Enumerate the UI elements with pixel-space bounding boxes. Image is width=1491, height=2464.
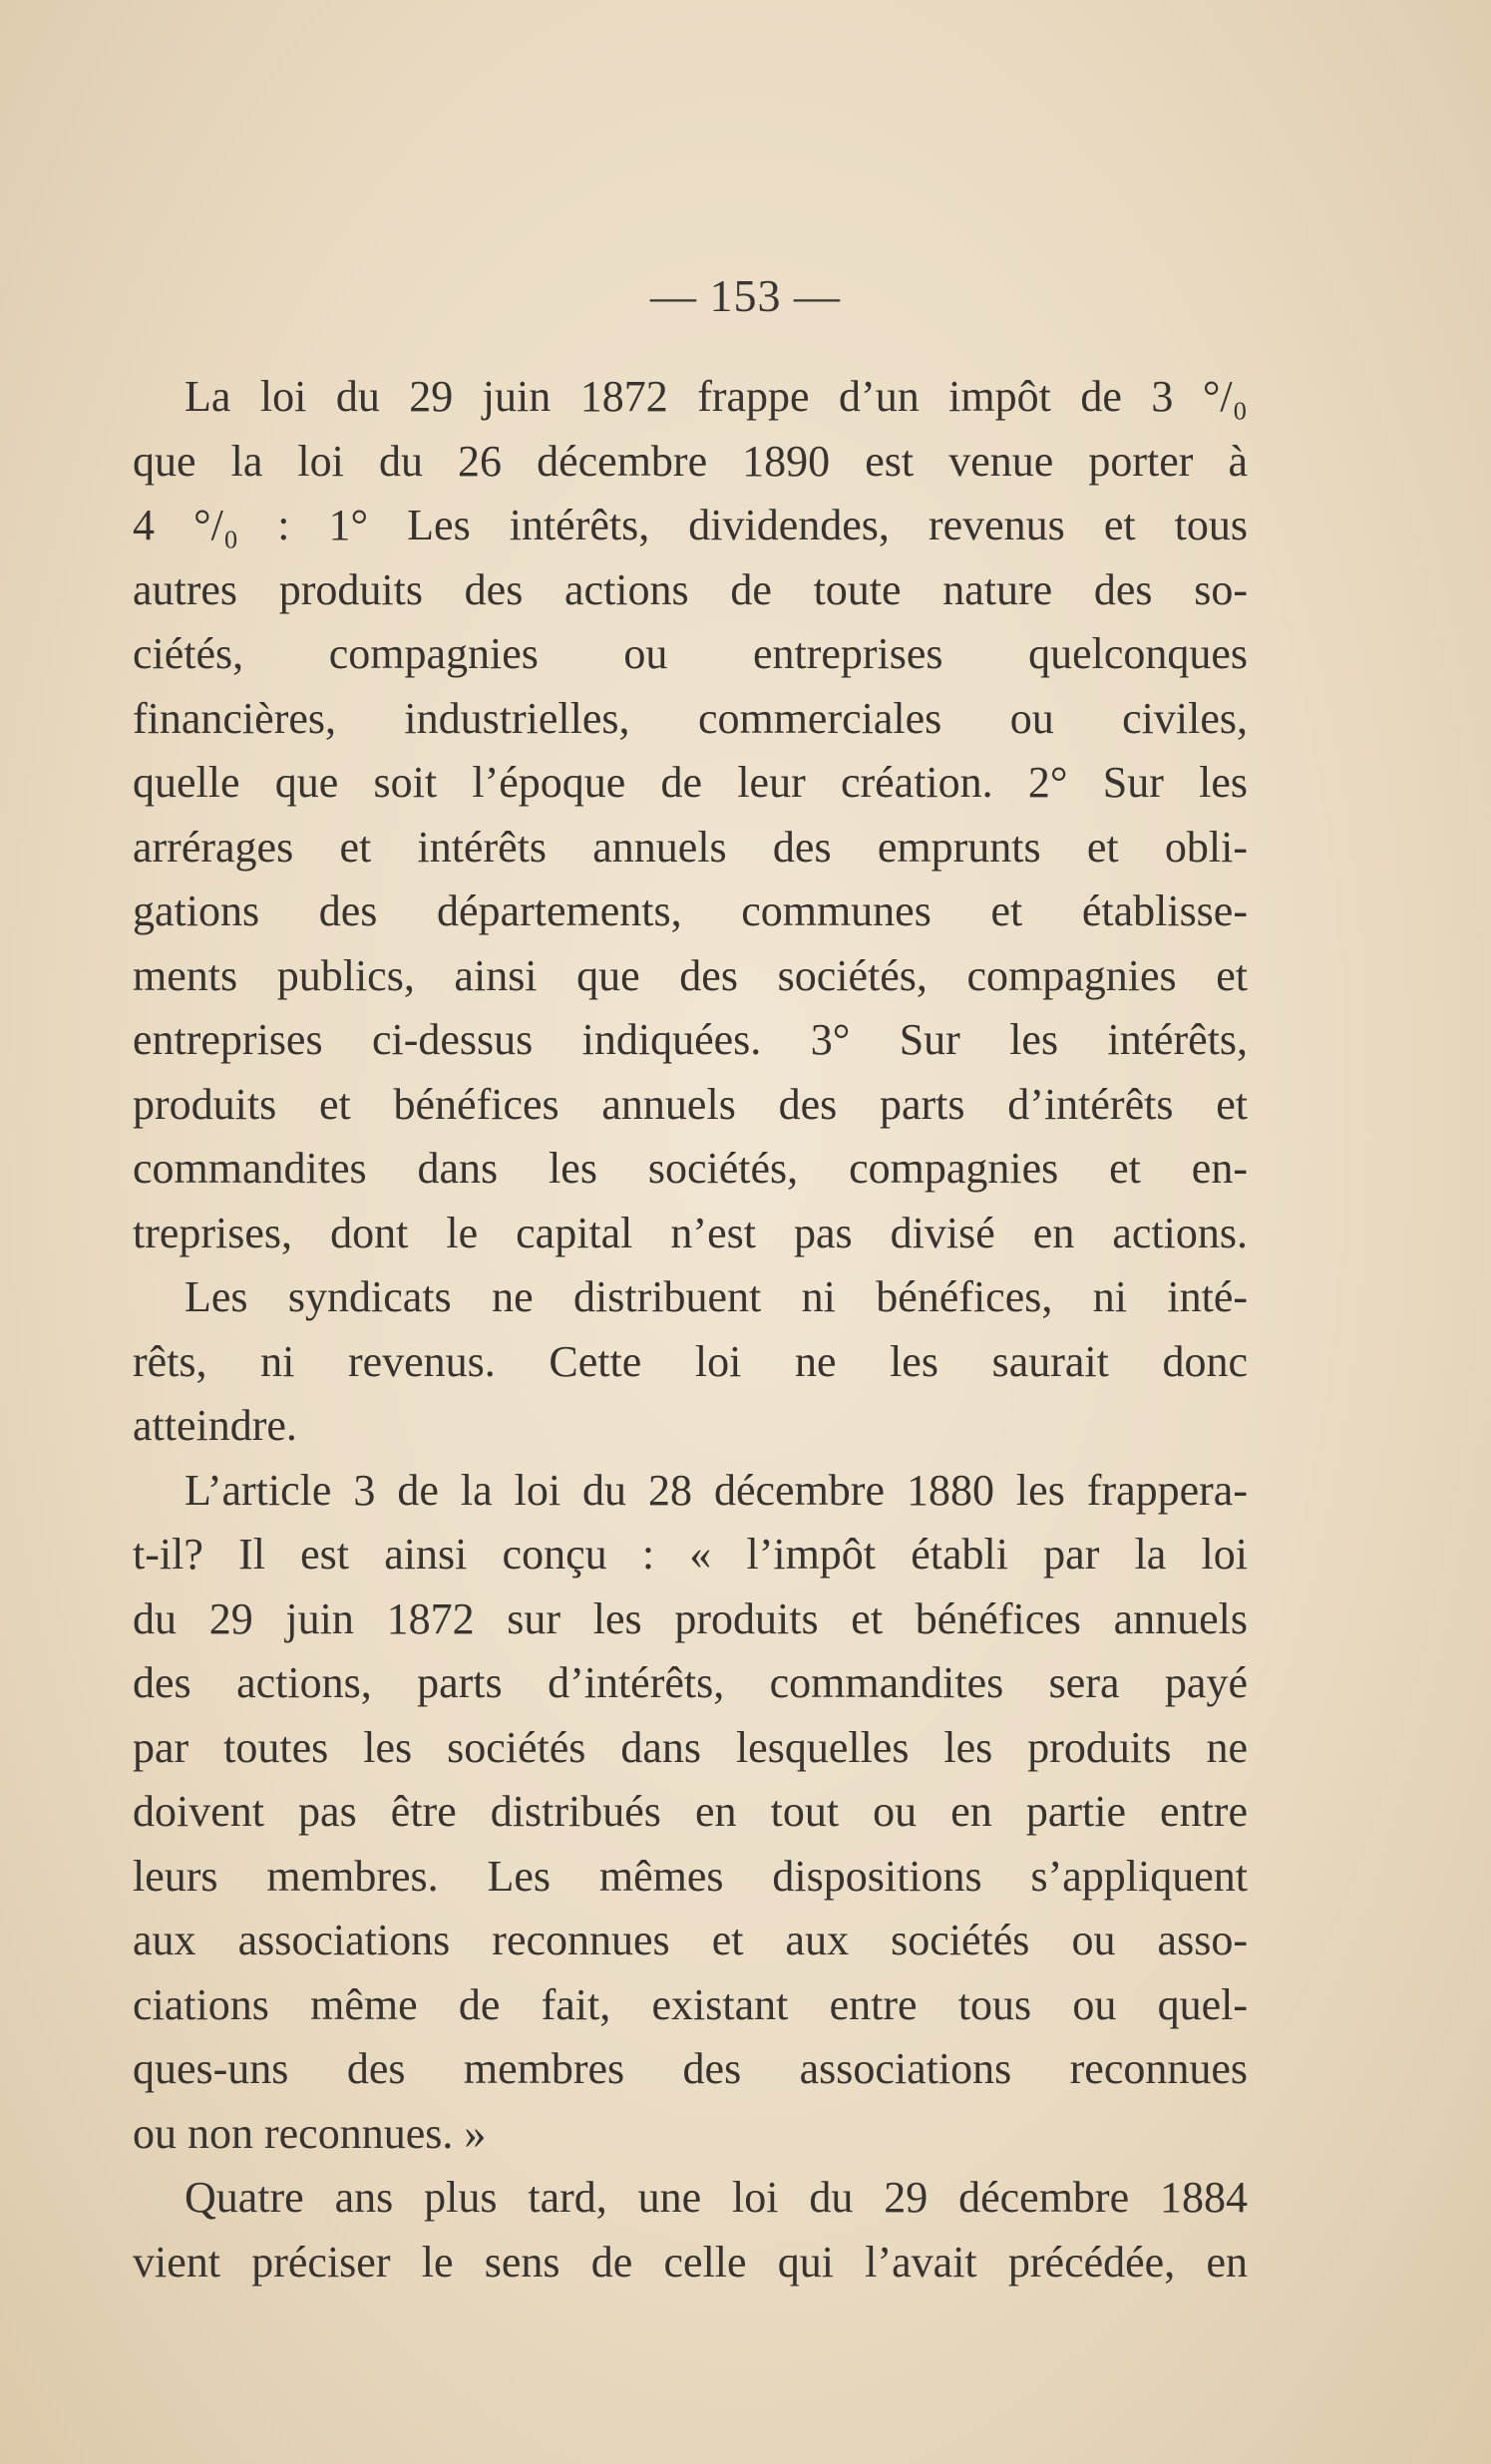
text-line: gations des départements, communes et établisse-	[133, 886, 1248, 935]
text-line: ciétés, compagnies ou entreprises quelconques	[133, 629, 1248, 678]
text-line: Les syndicats ne distribuent ni bénéfices, ni inté-	[185, 1272, 1248, 1321]
text-line: arrérages et intérêts annuels des emprunts et obli-	[133, 822, 1248, 872]
text-line: financières, industrielles, commerciales ou civiles,	[133, 693, 1248, 743]
text-line: du 29 juin 1872 sur les produits et bénéfices annuels	[133, 1593, 1248, 1643]
text-line: doivent pas être distribués en tout ou en partie entre	[133, 1787, 1248, 1836]
text-line: 4 °/₀ : 1° Les intérêts, dividendes, revenus et tous	[133, 501, 1248, 549]
text-line: aux associations reconnues et aux sociétés ou asso-	[133, 1916, 1248, 1964]
text-line: commandites dans les sociétés, compagnies et en-	[133, 1144, 1248, 1193]
text-line: produits et bénéfices annuels des parts d’intérêts et	[133, 1079, 1248, 1129]
text-line: des actions, parts d’intérêts, commandites sera payé	[133, 1658, 1248, 1707]
text-line: atteindre.	[133, 1401, 297, 1450]
text-line: quelle que soit l’époque de leur création. 2° Sur les	[133, 758, 1248, 807]
text-line: La loi du 29 juin 1872 frappe d’un impôt de 3 °/₀	[185, 372, 1248, 421]
text-line: entreprises ci-dessus indiquées. 3° Sur les intérêts,	[133, 1015, 1248, 1064]
text-line: leurs membres. Les mêmes dispositions s’appliquent	[133, 1851, 1248, 1901]
text-line: ou non reconnues. »	[133, 2108, 487, 2158]
text-line: autres produits des actions de toute nature des so-	[133, 564, 1248, 614]
text-line: t-il? Il est ainsi conçu : « l’impôt établi par la loi	[133, 1530, 1248, 1579]
text-line: ciations même de fait, existant entre tous ou quel-	[133, 1979, 1248, 2029]
text-line: que la loi du 26 décembre 1890 est venue porter à	[133, 436, 1248, 486]
text-line: ques-uns des membres des associations reconnues	[133, 2044, 1248, 2093]
text-line: Quatre ans plus tard, une loi du 29 décembre 1884	[185, 2173, 1248, 2222]
body-text	[133, 365, 1248, 2294]
text-line: treprises, dont le capital n’est pas divisé en actions.	[133, 1208, 1248, 1257]
text-line: rêts, ni revenus. Cette loi ne les saurait donc	[133, 1336, 1248, 1386]
text-line: par toutes les sociétés dans lesquelles les produits ne	[133, 1722, 1248, 1772]
text-line: vient préciser le sens de celle qui l’avait précédée, en	[133, 2237, 1248, 2287]
text-line: ments publics, ainsi que des sociétés, compagnies et	[133, 950, 1248, 1000]
text-line: L’article 3 de la loi du 28 décembre 1880 les frappera-	[185, 1465, 1248, 1515]
page-number: — 153 —	[650, 270, 841, 321]
